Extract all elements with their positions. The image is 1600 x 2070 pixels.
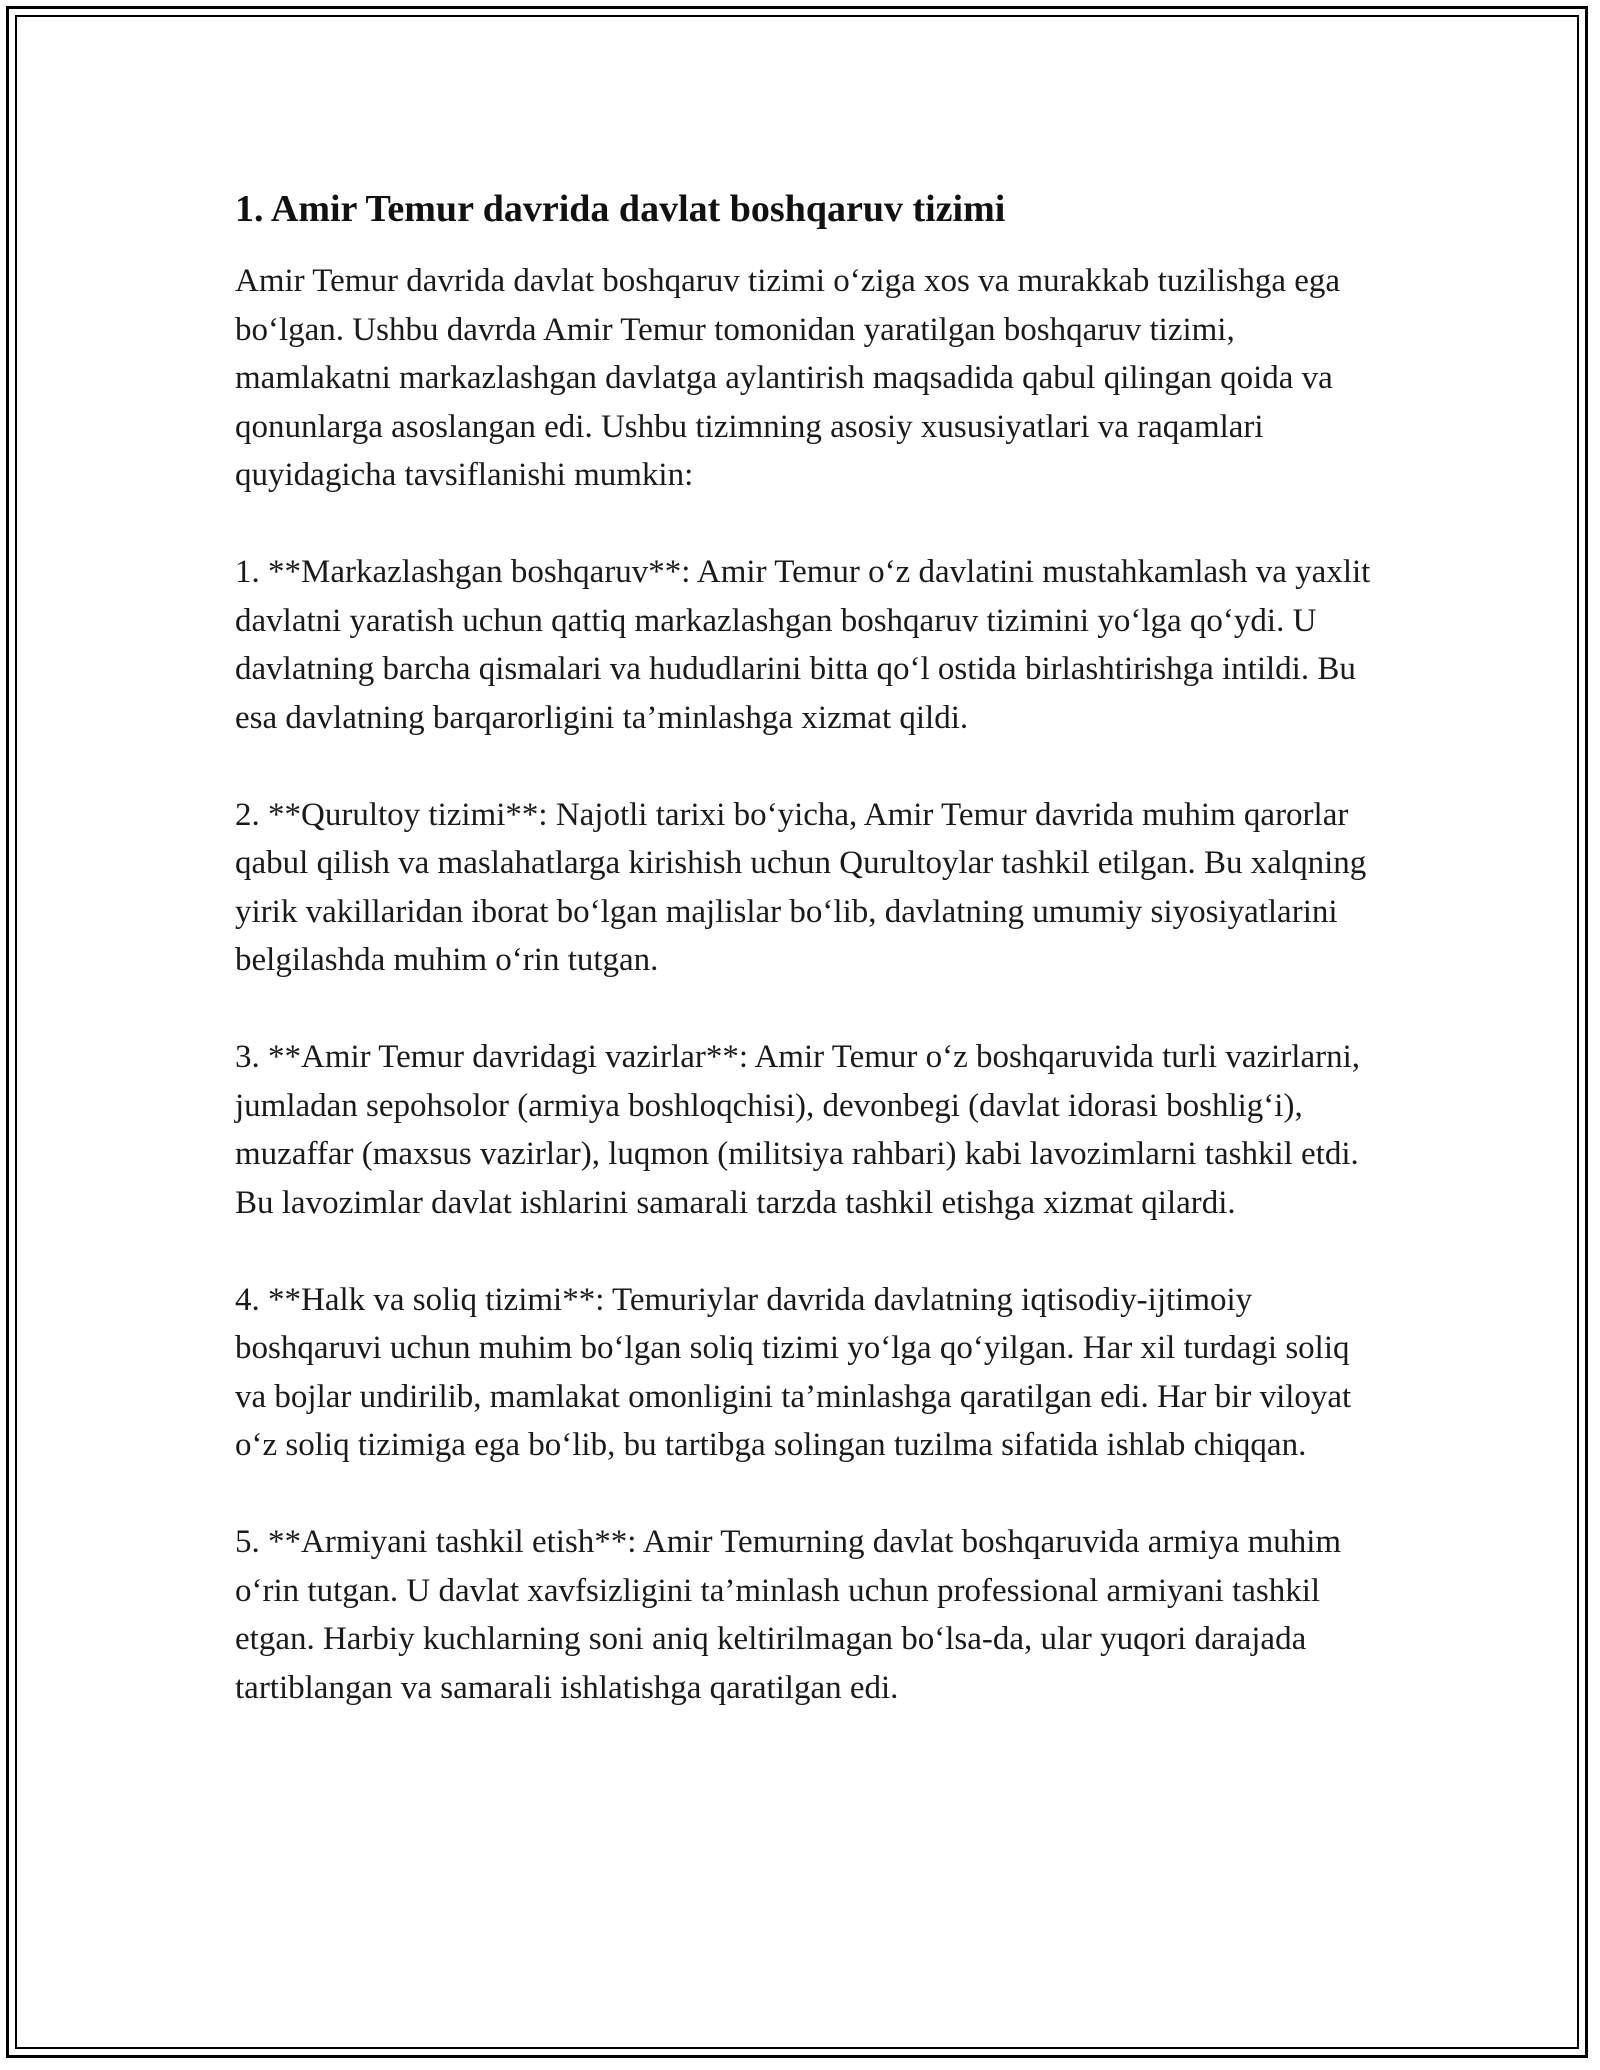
document-title: 1. Amir Temur davrida davlat boshqaruv tizimi xyxy=(235,188,1006,230)
intro-paragraph: Amir Temur davrida davlat boshqaruv tizimi o‘ziga xos va murakkab tuzilishga ega bo‘lgan. Ushbu davrda Amir Temur tomonidan yaratilgan boshqaruv tizimi, mamlakatni markazlashgan davlatga aylantirish maqsadida qabul qilingan qoida va qonunlarga asoslangan edi. Ushbu tizimning asosiy xususiyatlari va raqamlari quyidagicha tavsiflanishi mumkin: xyxy=(235,263,1341,493)
paragraph-army-organization: 5. **Armiyani tashkil etish**: Amir Temurning davlat boshqaruvida armiya muhim o‘rin tutgan. U davlat xavfsizligini ta’minlash uchun professional armiyani tashkil etgan. Harbiy kuchlarning soni aniq keltirilmagan bo‘lsa-da, ular yuqori darajada tartiblangan va samarali ishlatishga qaratilgan edi. xyxy=(235,1524,1342,1706)
paragraph-ministers: 3. **Amir Temur davridagi vazirlar**: Amir Temur o‘z boshqaruvida turli vazirlarni, jumladan sepohsolor (armiya boshloqchisi), devonbegi (davlat idorasi boshlig‘i), muzaffar (maxsus vazirlar), luqmon (militsiya rahbari) kabi lavozimlarni tashkil etdi. Bu lavozimlar davlat ishlarini samarali tarzda tashkil etishga xizmat qilardi. xyxy=(235,1039,1361,1221)
document-body xyxy=(235,185,1375,1712)
paragraph-tax-system: 4. **Halk va soliq tizimi**: Temuriylar davrida davlatning iqtisodiy-ijtimoiy boshqaruvi uchun muhim bo‘lgan soliq tizimi yo‘lga qo‘yilgan. Har xil turdagi soliq va bojlar undirilib, mamlakat omonligini ta’minlashga qaratilgan edi. Har bir viloyat o‘z soliq tizimiga ega bo‘lib, bu tartibga solingan tuzilma sifatida ishlab chiqqan. xyxy=(235,1281,1352,1463)
paragraph-centralized-governance: 1. **Markazlashgan boshqaruv**: Amir Temur o‘z davlatini mustahkamlash va yaxlit davlatni yaratish uchun qattiq markazlashgan boshqaruv tizimini yo‘lga qo‘ydi. U davlatning barcha qismalari va hududlarini bitta qo‘l ostida birlashtirishga intildi. Bu esa davlatning barqarorligini ta’minlashga xizmat qildi. xyxy=(235,554,1371,736)
paragraph-kurultai-system: 2. **Qurultoy tizimi**: Najotli tarixi bo‘yicha, Amir Temur davrida muhim qarorlar qabul qilish va maslahatlarga kirishish uchun Qurultoylar tashkil etilgan. Bu xalqning yirik vakillaridan iborat bo‘lgan majlislar bo‘lib, davlatning umumiy siyosiyatlarini belgilashda muhim o‘rin tutgan. xyxy=(235,796,1367,978)
